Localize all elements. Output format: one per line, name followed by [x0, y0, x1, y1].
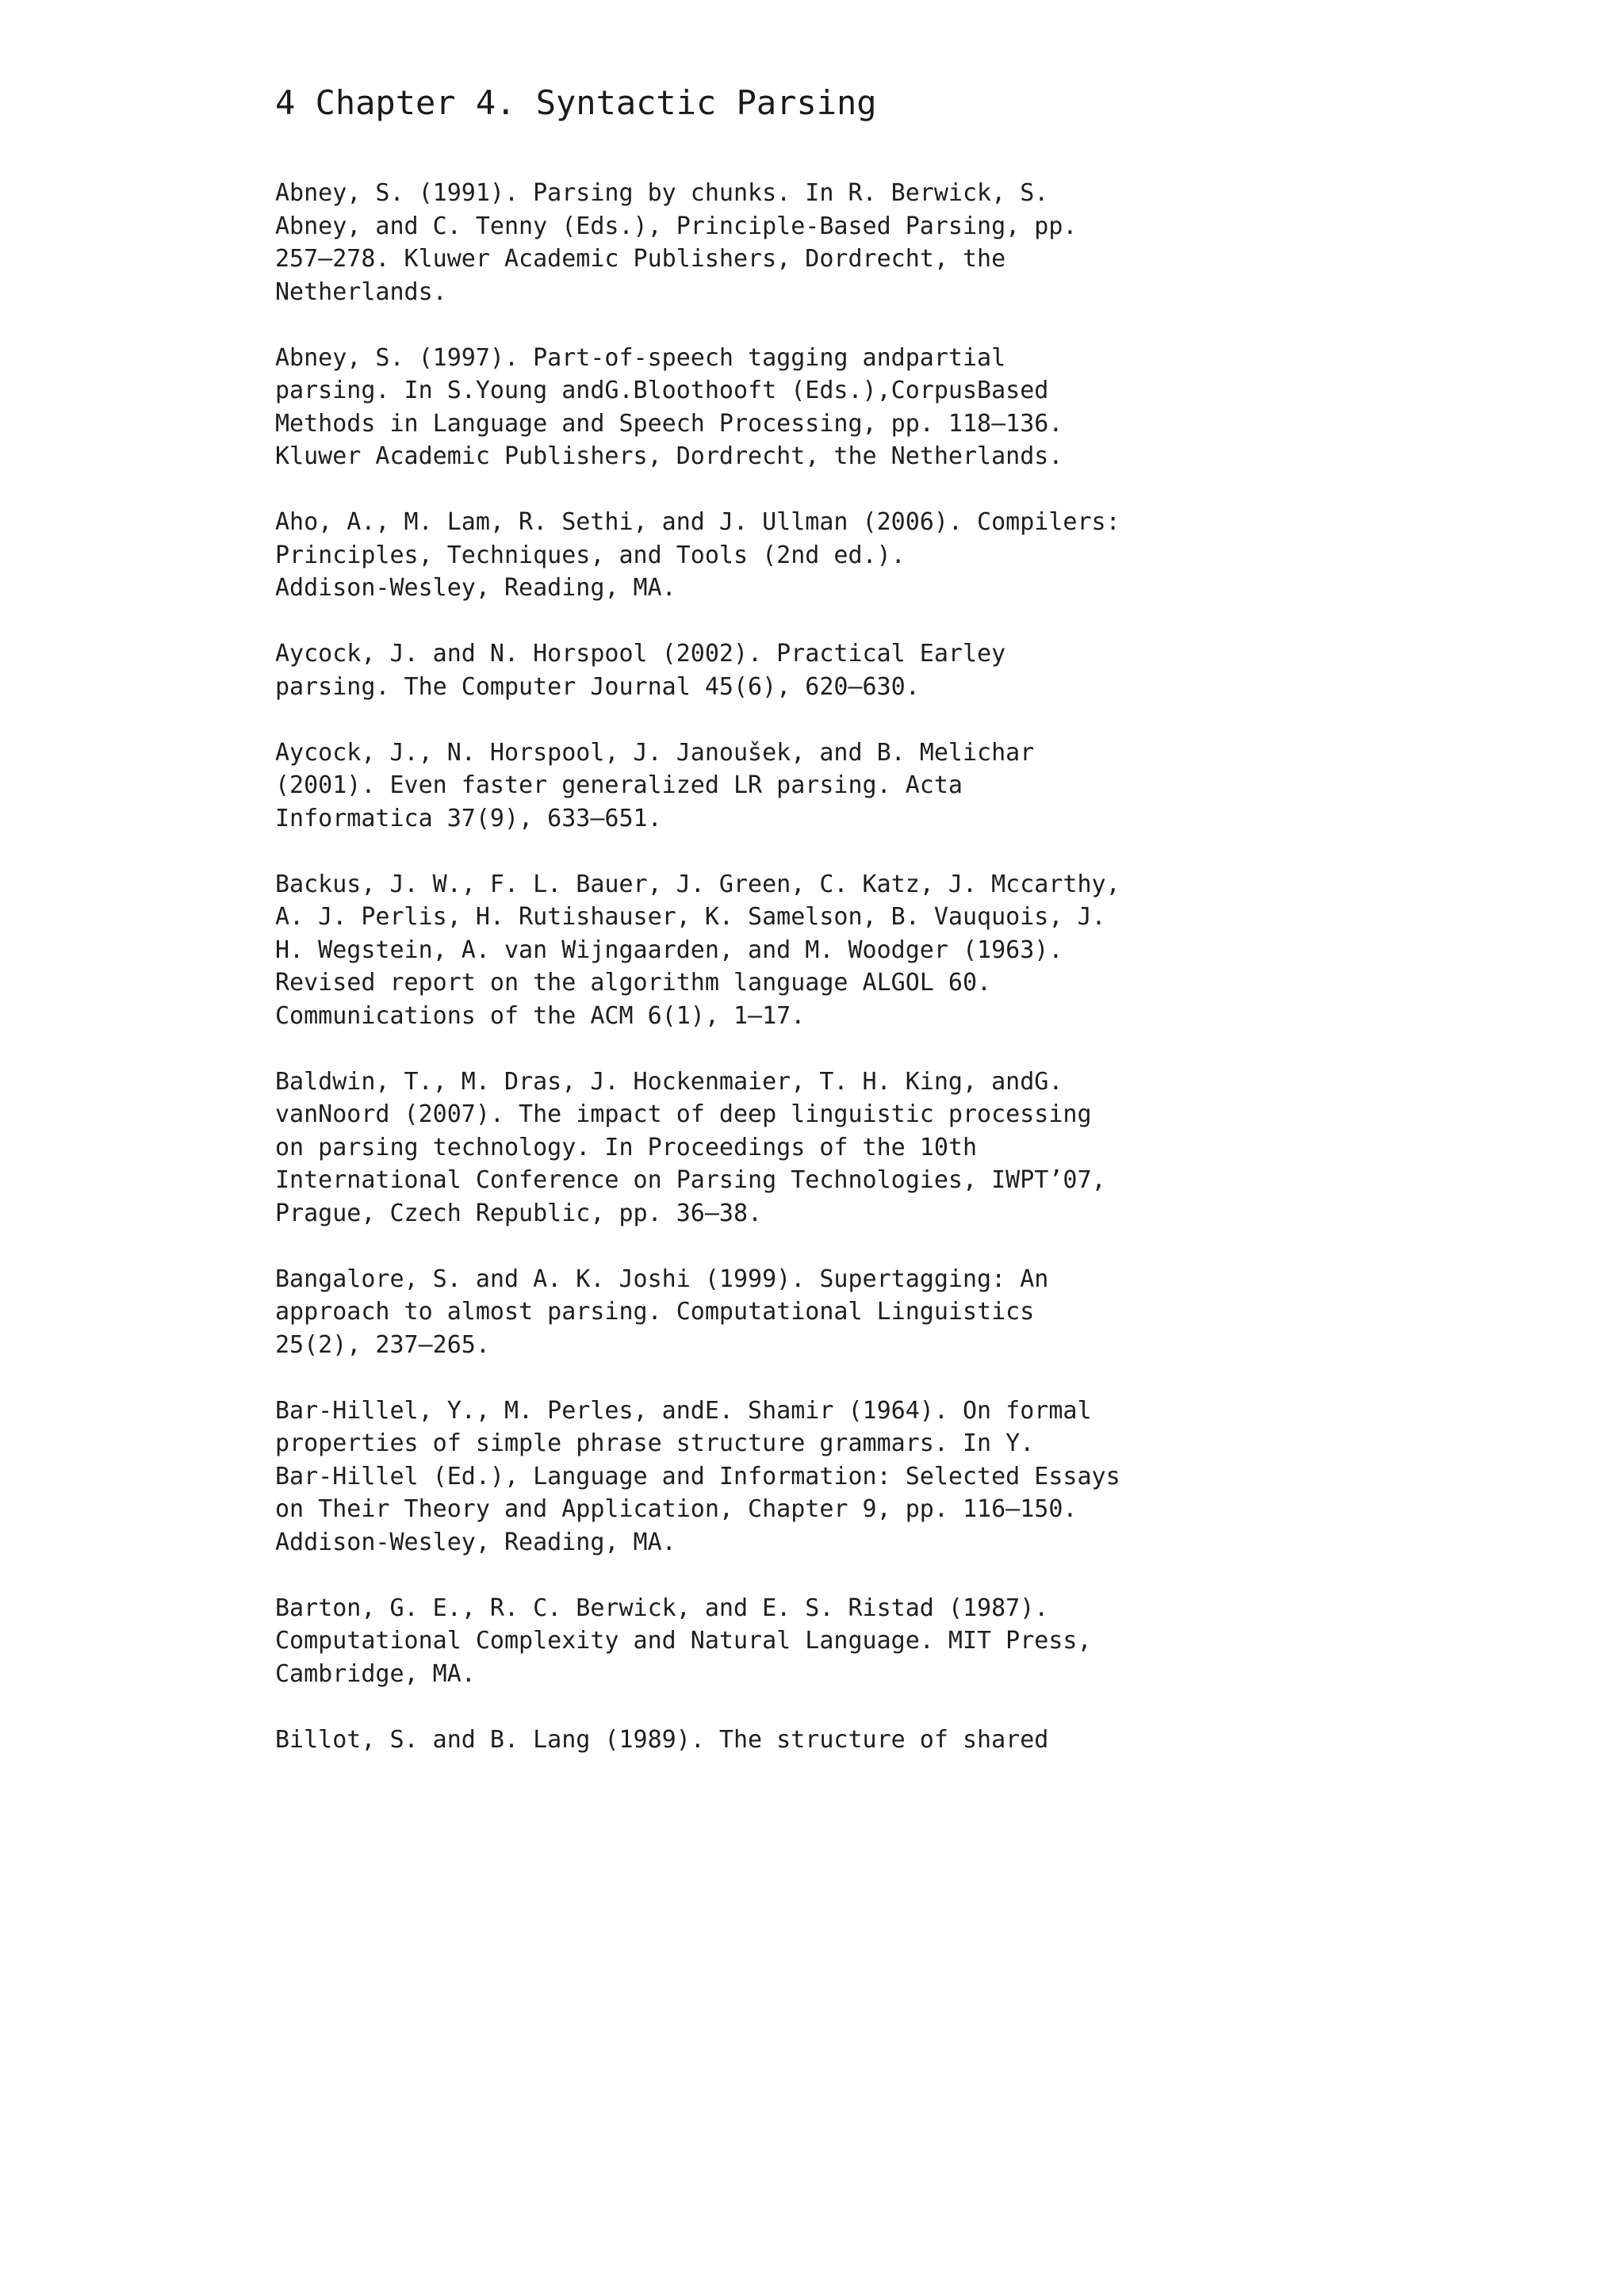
reference-line: Netherlands. — [275, 277, 447, 306]
reference-line: Informatica 37(9), 633–651. — [275, 804, 662, 832]
reference-line: Methods in Language and Speech Processing, pp. 118–136. — [275, 409, 1063, 438]
reference-line: H. Wegstein, A. van Wijngaarden, and M. Woodger (1963). — [275, 936, 1063, 964]
reference-line: Bar-Hillel (Ed.), Language and Information: Selected Essays — [275, 1462, 1120, 1490]
reference-line: Principles, Techniques, and Tools (2nd ed.). — [275, 541, 906, 569]
reference-line: on Their Theory and Application, Chapter 9, pp. 116–150. — [275, 1495, 1078, 1523]
reference-line: Aycock, J., N. Horspool, J. Janoušek, and B. Melichar — [275, 738, 1035, 767]
reference-line: A. J. Perlis, H. Rutishauser, K. Samelson, B. Vauquois, J. — [275, 903, 1106, 931]
reference-line: Baldwin, T., M. Dras, J. Hockenmaier, T. H. King, andG. — [275, 1067, 1063, 1096]
reference-entry — [275, 1724, 1179, 1757]
reference-line: Addison-Wesley, Reading, MA. — [275, 1528, 676, 1556]
reference-line: Computational Complexity and Natural Language. MIT Press, — [275, 1627, 1092, 1655]
reference-line: 257–278. Kluwer Academic Publishers, Dordrecht, the — [275, 245, 1006, 273]
reference-line: Addison-Wesley, Reading, MA. — [275, 574, 676, 602]
reference-line: Abney, S. (1997). Part-of-speech tagging andpartial — [275, 343, 1006, 372]
reference-line: Abney, S. (1991). Parsing by chunks. In R. Berwick, S. — [275, 179, 1049, 207]
reference-line: Cambridge, MA. — [275, 1659, 476, 1688]
reference-line: properties of simple phrase structure grammars. In Y. — [275, 1429, 1035, 1457]
reference-line: 25(2), 237–265. — [275, 1330, 490, 1359]
reference-line: Aycock, J. and N. Horspool (2002). Practical Earley — [275, 640, 1006, 668]
reference-line: Aho, A., M. Lam, R. Sethi, and J. Ullman (2006). Compilers: — [275, 508, 1120, 536]
reference-list — [275, 177, 1179, 1789]
reference-line: Revised report on the algorithm language ALGOL 60. — [275, 969, 992, 997]
reference-line: Abney, and C. Tenny (Eds.), Principle-Based Parsing, pp. — [275, 212, 1078, 240]
reference-line: vanNoord (2007). The impact of deep linguistic processing — [275, 1100, 1092, 1128]
reference-entry — [275, 1592, 1179, 1691]
reference-line: International Conference on Parsing Technologies, IWPT’07, — [275, 1166, 1106, 1194]
reference-entry — [275, 1395, 1179, 1559]
reference-line: Bar-Hillel, Y., M. Perles, andE. Shamir (1964). On formal — [275, 1396, 1092, 1425]
reference-entry — [275, 342, 1179, 473]
reference-entry — [275, 637, 1179, 703]
reference-line: Kluwer Academic Publishers, Dordrecht, the Netherlands. — [275, 442, 1063, 470]
reference-line: Backus, J. W., F. L. Bauer, J. Green, C. Katz, J. Mccarthy, — [275, 870, 1120, 898]
reference-entry — [275, 506, 1179, 605]
reference-entry — [275, 1066, 1179, 1230]
reference-line: approach to almost parsing. Computational Linguistics — [275, 1298, 1035, 1326]
reference-entry — [275, 868, 1179, 1033]
reference-entry — [275, 1263, 1179, 1362]
reference-line: Bangalore, S. and A. K. Joshi (1999). Supertagging: An — [275, 1265, 1049, 1293]
reference-line: parsing. In S.Young andG.Bloothooft (Eds.),CorpusBased — [275, 377, 1049, 404]
reference-line: Prague, Czech Republic, pp. 36–38. — [275, 1199, 763, 1227]
reference-line: Barton, G. E., R. C. Berwick, and E. S. Ristad (1987). — [275, 1594, 1049, 1622]
reference-line: Billot, S. and B. Lang (1989). The structure of shared — [275, 1725, 1049, 1754]
reference-line: (2001). Even faster generalized LR parsing. Acta — [275, 771, 963, 799]
running-head: 4 Chapter 4. Syntactic Parsing — [275, 83, 877, 122]
reference-entry — [275, 737, 1179, 836]
reference-line: parsing. The Computer Journal 45(6), 620–630. — [275, 672, 920, 701]
reference-entry — [275, 177, 1179, 308]
reference-line: on parsing technology. In Proceedings of the 10th — [275, 1133, 978, 1161]
reference-line: Communications of the ACM 6(1), 1–17. — [275, 1001, 806, 1030]
